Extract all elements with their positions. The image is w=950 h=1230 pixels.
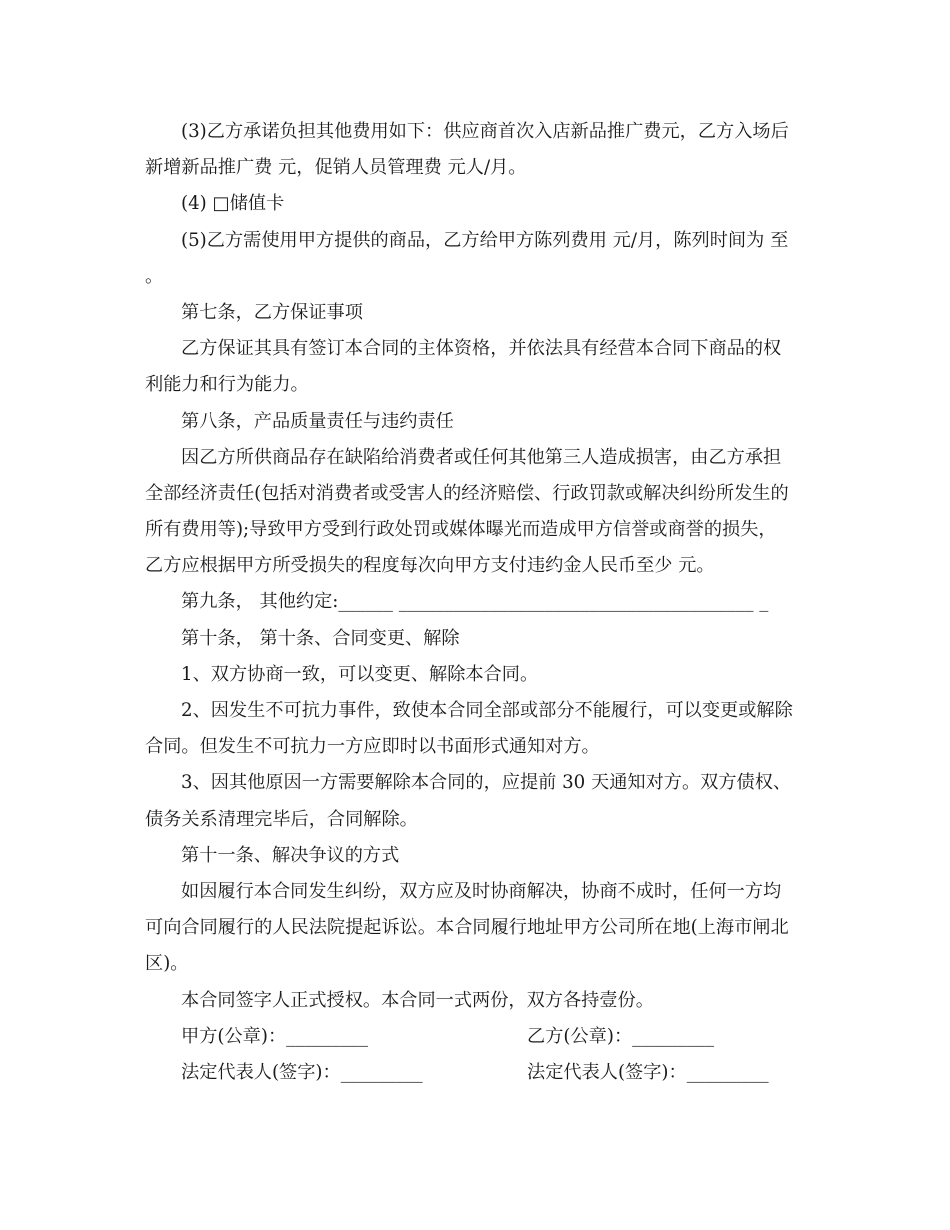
representative-row (145, 1055, 810, 1091)
article-7-line-2: 利能力和行为能力。 (145, 374, 309, 396)
article-10-item-3-line-1: 3、因其他原因一方需要解除本合同的，应提前 30 天通知对方。双方债权、 (181, 772, 792, 794)
seal-row (145, 1019, 810, 1055)
article-7-heading: 第七条，乙方保证事项 (181, 301, 363, 323)
article-10-item-2-line-1: 2、因发生不可抗力事件，致使本合同全部或部分不能履行，可以变更或解除 (181, 700, 793, 721)
article-10-heading: 第十条， 第十条、合同变更、解除 (181, 627, 460, 649)
article-10-item-2-line-2: 合同。但发生不可抗力一方应即时以书面形式通知对方。 (145, 736, 600, 758)
article-8-heading: 第八条，产品质量责任与违约责任 (181, 410, 454, 432)
article-11-line-1: 如因履行本合同发生纠纷，双方应及时协商解决，协商不成时，任何一方均 (181, 880, 782, 902)
clause-3-line-2: 新增新品推广费 元，促销人员管理费 元人/月。 (145, 157, 527, 179)
clause-3-line-1: (3)乙方承诺负担其他费用如下：供应商首次入店新品推广费元，乙方入场后 (181, 121, 789, 142)
clause-5-line-1: (5)乙方需使用甲方提供的商品，乙方给甲方陈列费用 元/月，陈列时间为 至 (181, 229, 789, 251)
article-11-heading: 第十一条、解决争议的方式 (181, 844, 400, 866)
clause-4: (4) □储值卡 (181, 193, 285, 215)
party-b-seal-field: 乙方(公章)：_________ (527, 1025, 714, 1047)
article-8-line-3: 所有费用等);导致甲方受到行政处罚或媒体曝光而造成甲方信誉或商誉的损失， (145, 519, 777, 541)
closing-statement: 本合同签字人正式授权。本合同一式两份，双方各持壹份。 (181, 989, 654, 1011)
article-10-item-3-line-2: 债务关系清理完毕后，合同解除。 (145, 808, 418, 830)
article-11-line-2: 可向合同履行的人民法院提起诉讼。本合同履行地址甲方公司所在地(上海市闸北 (145, 917, 789, 939)
party-a-seal-field: 甲方(公章)：_________ (181, 1025, 368, 1047)
contract-page (145, 114, 810, 1091)
clause-5-line-2: 。 (145, 265, 164, 287)
article-9: 第九条， 其他约定:______ _______________________________________ _ (181, 591, 769, 613)
article-10-item-1: 1、双方协商一致，可以变更、解除本合同。 (181, 663, 539, 685)
party-b-representative-field: 法定代表人(签字)：_________ (527, 1061, 769, 1083)
article-8-line-1: 因乙方所供商品存在缺陷给消费者或任何其他第三人造成损害，由乙方承担 (181, 446, 782, 468)
article-8-line-4: 乙方应根据甲方所受损失的程度每次向甲方支付违约金人民币至少 元。 (145, 555, 715, 577)
article-7-line-1: 乙方保证其具有签订本合同的主体资格，并依法具有经营本合同下商品的权 (181, 338, 782, 360)
article-11-line-3: 区)。 (145, 953, 189, 975)
article-8-line-2: 全部经济责任(包括对消费者或受害人的经济赔偿、行政罚款或解决纠纷所发生的 (145, 482, 789, 504)
party-a-representative-field: 法定代表人(签字)：_________ (181, 1061, 423, 1083)
